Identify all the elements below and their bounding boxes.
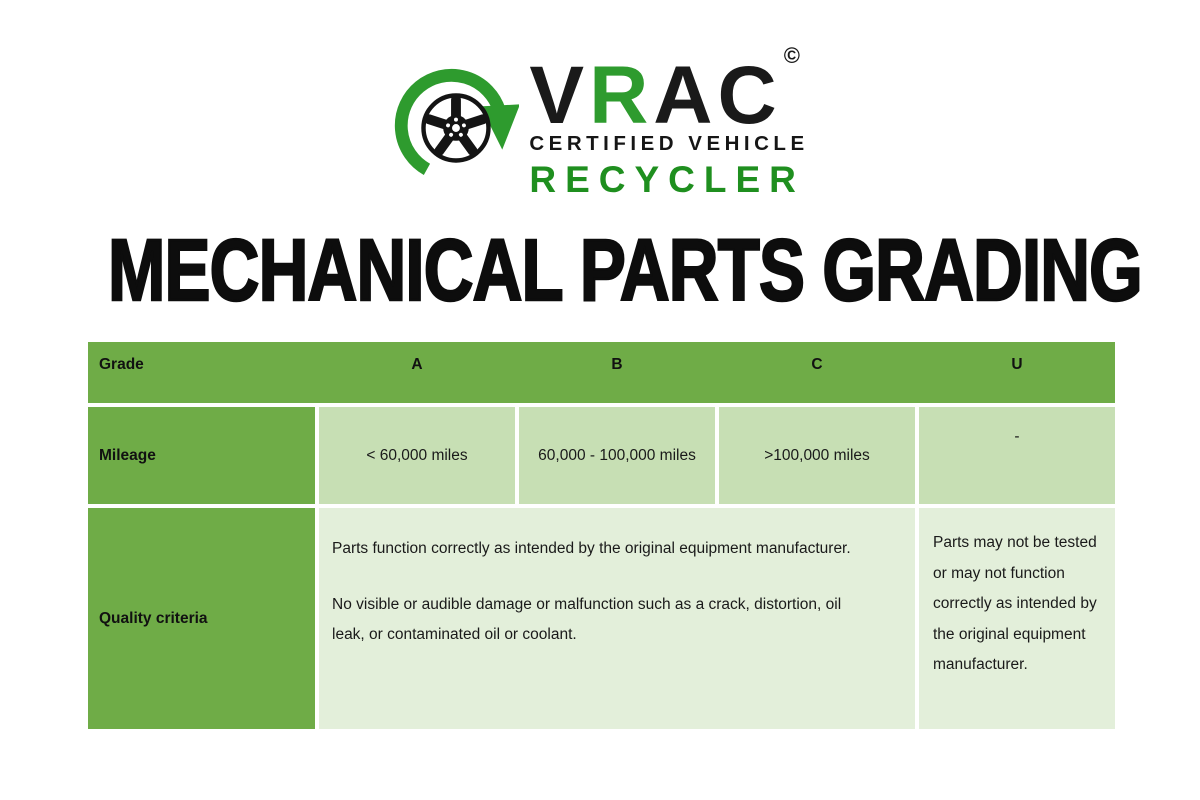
- logo-letter-c: C: [717, 50, 782, 141]
- mileage-grade-u: -: [919, 407, 1115, 504]
- logo: [0, 43, 1200, 201]
- logo-text: [529, 43, 809, 201]
- quality-row-label: Quality criteria: [88, 508, 315, 729]
- logo-letter-r: R: [589, 50, 654, 141]
- mileage-grade-c: >100,000 miles: [719, 407, 915, 504]
- quality-abc-paragraph-1: Parts function correctly as intended by the original equipment manufacturer.: [332, 540, 851, 557]
- logo-subtitle-recycler: RECYCLER: [529, 159, 805, 200]
- grading-table: [88, 342, 1115, 729]
- header-grade: Grade: [99, 356, 144, 373]
- mileage-row-label: Mileage: [88, 407, 315, 504]
- quality-abc-paragraph-2: No visible or audible damage or malfunction such as a crack, distortion, oil leak, or contaminated oil or coolant.: [332, 596, 842, 643]
- logo-subtitle: CERTIFIED VEHICLE: [529, 132, 809, 155]
- table-header-row: [88, 342, 1115, 403]
- header-grade-c: C: [811, 356, 823, 373]
- page-title: MECHANICAL PARTS GRADING: [108, 221, 1142, 319]
- logo-letter-a: A: [653, 50, 718, 141]
- quality-grades-abc: [319, 508, 915, 729]
- mileage-grade-a: < 60,000 miles: [319, 407, 515, 504]
- mileage-grade-b: 60,000 - 100,000 miles: [519, 407, 715, 504]
- logo-letter-v: V: [529, 50, 590, 141]
- header-grade-b: B: [611, 356, 623, 373]
- wheel-recycle-icon: [391, 62, 519, 194]
- quality-grade-u: Parts may not be tested or may not function correctly as intended by the original equipment manufacturer.: [919, 508, 1115, 729]
- header-grade-u: U: [1011, 356, 1023, 373]
- header-grade-a: A: [411, 356, 423, 373]
- copyright-mark: ©: [783, 43, 800, 68]
- logo-brand: [529, 43, 800, 141]
